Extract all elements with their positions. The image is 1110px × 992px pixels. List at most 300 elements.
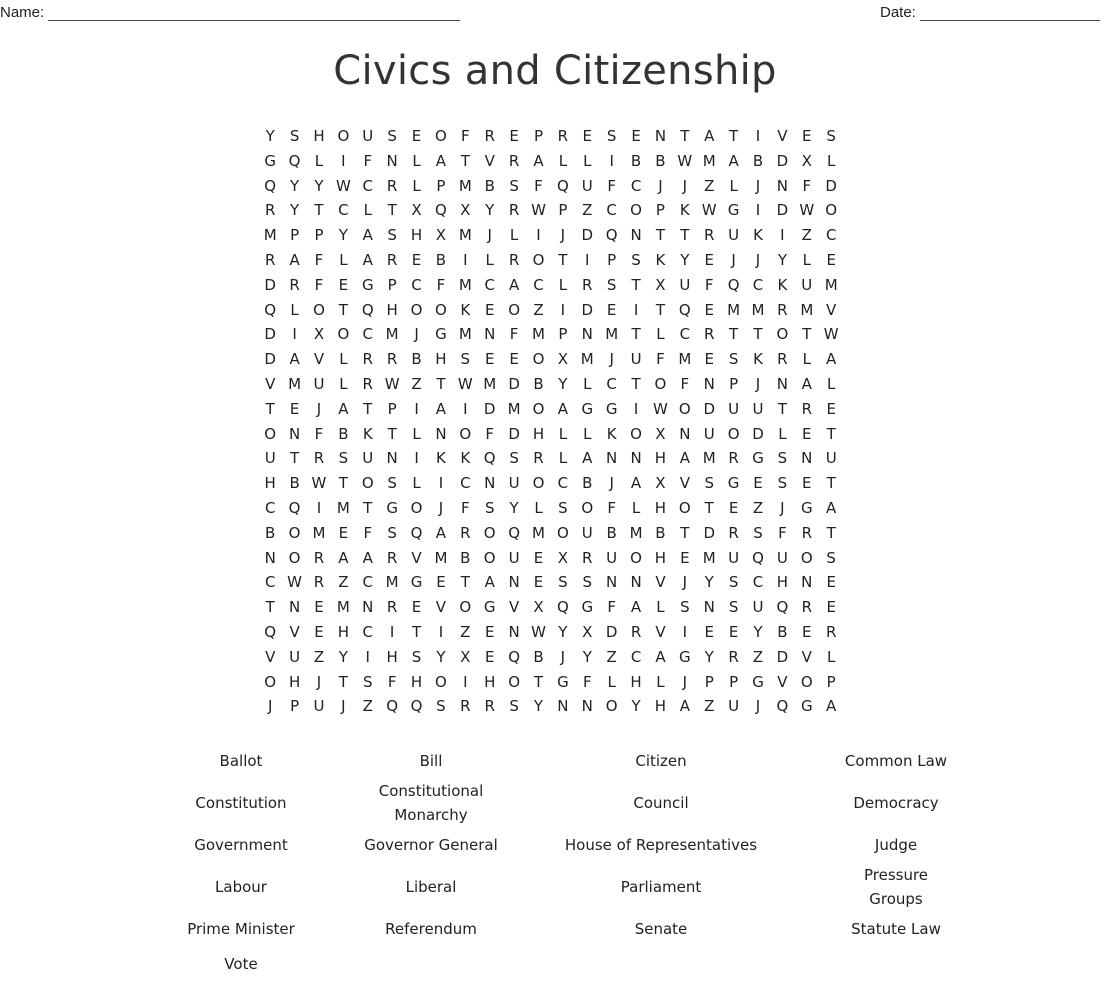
grid-cell[interactable]: M xyxy=(532,325,545,344)
grid-cell[interactable]: I xyxy=(438,622,444,641)
grid-cell[interactable]: H xyxy=(630,672,642,691)
grid-cell[interactable]: F xyxy=(582,672,592,691)
grid-cell[interactable]: U xyxy=(508,474,520,493)
grid-cell[interactable]: I xyxy=(609,151,614,170)
grid-cell[interactable]: J xyxy=(560,226,566,245)
grid-cell[interactable]: K xyxy=(436,449,446,468)
grid-cell[interactable]: R xyxy=(362,350,373,369)
grid-cell[interactable]: B xyxy=(435,250,447,269)
grid-cell[interactable]: M xyxy=(580,350,594,369)
grid-cell[interactable]: B xyxy=(411,350,422,369)
grid-cell[interactable]: M xyxy=(702,449,716,468)
grid-cell[interactable]: G xyxy=(581,598,594,617)
grid-cell[interactable]: U xyxy=(728,399,740,418)
grid-cell[interactable]: A xyxy=(704,127,715,145)
grid-cell[interactable]: L xyxy=(412,424,421,443)
grid-cell[interactable]: T xyxy=(387,424,397,443)
grid-cell[interactable]: R xyxy=(313,573,325,592)
grid-cell[interactable]: H xyxy=(484,672,496,691)
grid-cell[interactable]: C xyxy=(606,374,617,393)
grid-cell[interactable]: F xyxy=(314,250,324,269)
grid-cell[interactable]: L xyxy=(290,300,299,319)
grid-cell[interactable]: O xyxy=(313,300,325,319)
grid-cell[interactable]: E xyxy=(484,622,495,641)
grid-cell[interactable]: K xyxy=(655,250,666,269)
grid-cell[interactable]: V xyxy=(265,374,276,393)
grid-cell[interactable]: K xyxy=(753,226,763,245)
grid-cell[interactable]: A xyxy=(826,498,837,517)
grid-cell[interactable]: N xyxy=(264,548,276,567)
grid-cell[interactable]: E xyxy=(509,127,519,145)
grid-cell[interactable]: D xyxy=(581,300,594,319)
grid-cell[interactable]: B xyxy=(338,424,349,443)
grid-cell[interactable]: I xyxy=(633,300,639,319)
grid-cell[interactable]: R xyxy=(386,176,398,195)
grid-cell[interactable]: J xyxy=(609,350,614,369)
grid-cell[interactable]: M xyxy=(312,523,326,542)
grid-cell[interactable]: Q xyxy=(483,449,496,468)
grid-cell[interactable]: M xyxy=(458,226,472,245)
grid-cell[interactable]: T xyxy=(826,424,836,443)
grid-cell[interactable]: R xyxy=(582,275,593,294)
grid-cell[interactable]: U xyxy=(752,598,764,617)
grid-cell[interactable]: Z xyxy=(362,697,373,716)
grid-cell[interactable]: R xyxy=(386,250,398,269)
grid-cell[interactable]: E xyxy=(484,647,495,666)
grid-cell[interactable]: M xyxy=(605,325,619,344)
grid-cell[interactable]: M xyxy=(751,300,765,319)
grid-cell[interactable]: U xyxy=(776,548,788,567)
grid-cell[interactable]: S xyxy=(338,449,349,468)
grid-cell[interactable]: P xyxy=(558,325,568,344)
grid-cell[interactable]: Q xyxy=(264,176,277,195)
grid-cell[interactable]: U xyxy=(264,449,276,468)
grid-cell[interactable]: Y xyxy=(704,573,714,592)
grid-cell[interactable]: P xyxy=(533,127,544,145)
grid-cell[interactable]: B xyxy=(630,151,642,170)
grid-cell[interactable]: G xyxy=(435,325,447,344)
grid-cell[interactable]: W xyxy=(653,399,668,418)
grid-cell[interactable]: C xyxy=(752,573,764,592)
name-field[interactable] xyxy=(0,4,460,21)
grid-cell[interactable]: X xyxy=(460,201,471,220)
grid-cell[interactable]: Q xyxy=(386,697,399,716)
grid-cell[interactable]: R xyxy=(289,275,300,294)
grid-cell[interactable]: X xyxy=(655,474,666,493)
grid-cell[interactable]: T xyxy=(314,201,324,220)
grid-cell[interactable]: L xyxy=(558,275,568,294)
grid-cell[interactable]: K xyxy=(679,201,690,220)
grid-cell[interactable]: H xyxy=(337,622,349,641)
grid-cell[interactable]: V xyxy=(265,647,276,666)
grid-cell[interactable]: B xyxy=(533,647,544,666)
grid-cell[interactable]: T xyxy=(387,201,397,220)
grid-cell[interactable]: C xyxy=(557,474,569,493)
grid-cell[interactable]: I xyxy=(341,151,346,170)
grid-cell[interactable]: U xyxy=(728,697,740,716)
grid-cell[interactable]: S xyxy=(509,176,519,195)
grid-cell[interactable]: G xyxy=(483,598,496,617)
grid-cell[interactable]: L xyxy=(412,474,421,493)
grid-cell[interactable]: Z xyxy=(533,300,544,319)
grid-cell[interactable]: G xyxy=(679,647,691,666)
grid-cell[interactable]: O xyxy=(678,498,691,517)
grid-cell[interactable]: Y xyxy=(753,622,763,641)
grid-cell[interactable]: N xyxy=(288,598,301,617)
grid-cell[interactable]: N xyxy=(508,622,520,641)
grid-cell[interactable]: U xyxy=(581,176,593,195)
grid-cell[interactable]: M xyxy=(727,300,741,319)
grid-cell[interactable]: M xyxy=(385,325,399,344)
name-blank-line[interactable] xyxy=(48,6,460,21)
grid-cell[interactable]: E xyxy=(436,573,446,592)
grid-cell[interactable]: T xyxy=(338,300,348,319)
grid-cell[interactable]: P xyxy=(436,176,446,195)
grid-cell[interactable]: T xyxy=(631,374,641,393)
grid-cell[interactable]: R xyxy=(777,350,788,369)
grid-cell[interactable]: V xyxy=(313,350,325,369)
grid-cell[interactable]: Y xyxy=(436,647,446,666)
grid-cell[interactable]: E xyxy=(704,622,714,641)
grid-cell[interactable]: F xyxy=(363,151,373,170)
grid-cell[interactable]: V xyxy=(484,151,495,170)
grid-cell[interactable]: L xyxy=(802,350,811,369)
grid-cell[interactable]: T xyxy=(363,498,373,517)
grid-cell[interactable]: Z xyxy=(704,697,715,716)
grid-cell[interactable]: V xyxy=(655,622,666,641)
grid-cell[interactable]: C xyxy=(630,647,642,666)
grid-cell[interactable]: V xyxy=(411,548,422,567)
grid-cell[interactable]: J xyxy=(316,399,322,418)
grid-cell[interactable]: W xyxy=(531,622,546,641)
grid-cell[interactable]: H xyxy=(654,498,667,517)
grid-cell[interactable]: L xyxy=(656,325,665,344)
grid-cell[interactable]: F xyxy=(607,176,616,195)
grid-cell[interactable]: I xyxy=(755,201,761,220)
grid-cell[interactable]: R xyxy=(801,523,812,542)
grid-cell[interactable]: F xyxy=(680,374,690,393)
grid-cell[interactable]: E xyxy=(533,548,544,567)
grid-cell[interactable]: R xyxy=(460,697,471,716)
grid-cell[interactable]: N xyxy=(386,151,398,170)
grid-cell[interactable]: Y xyxy=(631,697,641,716)
grid-cell[interactable]: D xyxy=(508,424,520,443)
grid-cell[interactable]: G xyxy=(581,399,594,418)
grid-cell[interactable]: U xyxy=(362,449,374,468)
grid-cell[interactable]: G xyxy=(800,697,813,716)
grid-cell[interactable]: T xyxy=(411,622,422,641)
grid-cell[interactable]: H xyxy=(654,449,667,468)
grid-cell[interactable]: S xyxy=(460,350,471,369)
grid-cell[interactable]: O xyxy=(727,424,740,443)
grid-cell[interactable]: R xyxy=(825,622,837,641)
grid-cell[interactable]: R xyxy=(264,250,276,269)
grid-cell[interactable]: H xyxy=(410,226,423,245)
grid-cell[interactable]: C xyxy=(411,275,422,294)
grid-cell[interactable]: Y xyxy=(338,647,348,666)
grid-cell[interactable]: O xyxy=(410,498,423,517)
grid-cell[interactable]: P xyxy=(290,226,300,245)
grid-cell[interactable]: M xyxy=(288,374,302,393)
grid-cell[interactable]: I xyxy=(536,226,541,245)
grid-cell[interactable]: Q xyxy=(556,598,569,617)
grid-cell[interactable]: H xyxy=(654,548,667,567)
grid-cell[interactable]: R xyxy=(484,127,495,145)
grid-cell[interactable]: A xyxy=(435,151,447,170)
grid-cell[interactable]: F xyxy=(509,325,519,344)
grid-cell[interactable]: I xyxy=(414,399,419,418)
grid-cell[interactable]: M xyxy=(458,176,472,195)
grid-cell[interactable]: O xyxy=(410,300,423,319)
grid-cell[interactable]: J xyxy=(487,226,492,245)
grid-cell[interactable]: B xyxy=(265,523,276,542)
grid-cell[interactable]: M xyxy=(434,548,448,567)
grid-cell[interactable]: M xyxy=(702,548,716,567)
grid-cell[interactable]: T xyxy=(826,523,836,542)
grid-cell[interactable]: A xyxy=(630,474,642,493)
grid-cell[interactable]: L xyxy=(363,201,372,220)
grid-cell[interactable]: A xyxy=(289,350,300,369)
grid-cell[interactable]: Z xyxy=(582,201,593,220)
grid-cell[interactable]: S xyxy=(826,127,836,145)
grid-cell[interactable]: H xyxy=(435,350,447,369)
grid-cell[interactable]: T xyxy=(631,275,641,294)
grid-cell[interactable]: L xyxy=(827,647,836,666)
grid-cell[interactable]: H xyxy=(410,672,423,691)
grid-cell[interactable]: G xyxy=(727,474,740,493)
grid-cell[interactable]: E xyxy=(753,474,763,493)
grid-cell[interactable]: W xyxy=(701,201,717,220)
grid-cell[interactable]: F xyxy=(387,672,397,691)
grid-cell[interactable]: S xyxy=(753,523,763,542)
grid-cell[interactable]: R xyxy=(508,201,520,220)
grid-cell[interactable]: L xyxy=(558,424,568,443)
grid-cell[interactable]: W xyxy=(799,201,815,220)
grid-cell[interactable]: T xyxy=(802,325,812,344)
grid-cell[interactable]: F xyxy=(534,176,543,195)
grid-cell[interactable]: D xyxy=(703,399,715,418)
grid-cell[interactable]: D xyxy=(776,201,789,220)
grid-cell[interactable]: J xyxy=(780,498,785,517)
grid-cell[interactable]: J xyxy=(341,697,346,716)
grid-cell[interactable]: D xyxy=(508,374,520,393)
grid-cell[interactable]: R xyxy=(704,325,715,344)
grid-cell[interactable]: H xyxy=(386,647,398,666)
grid-cell[interactable]: A xyxy=(728,151,739,170)
grid-cell[interactable]: D xyxy=(776,647,789,666)
grid-cell[interactable]: O xyxy=(435,672,447,691)
grid-cell[interactable]: O xyxy=(630,424,642,443)
grid-cell[interactable]: Z xyxy=(704,176,715,195)
grid-cell[interactable]: L xyxy=(509,226,519,245)
grid-cell[interactable]: Z xyxy=(460,622,471,641)
grid-cell[interactable]: L xyxy=(802,250,811,269)
grid-cell[interactable]: T xyxy=(826,474,836,493)
grid-cell[interactable]: H xyxy=(532,424,545,443)
grid-cell[interactable]: M xyxy=(532,523,545,542)
grid-cell[interactable]: S xyxy=(777,474,788,493)
grid-cell[interactable]: B xyxy=(777,622,788,641)
grid-cell[interactable]: Z xyxy=(338,573,349,592)
grid-cell[interactable]: N xyxy=(435,424,447,443)
grid-cell[interactable]: L xyxy=(339,374,348,393)
grid-cell[interactable]: O xyxy=(459,424,472,443)
grid-cell[interactable]: L xyxy=(339,250,348,269)
grid-cell[interactable]: N xyxy=(679,424,691,443)
grid-cell[interactable]: A xyxy=(338,399,349,418)
grid-cell[interactable]: Q xyxy=(776,697,789,716)
grid-cell[interactable]: O xyxy=(337,325,350,344)
grid-cell[interactable]: O xyxy=(288,523,301,542)
grid-cell[interactable]: C xyxy=(264,498,276,517)
grid-cell[interactable]: N xyxy=(703,598,715,617)
grid-cell[interactable]: T xyxy=(460,151,470,170)
grid-cell[interactable]: S xyxy=(436,697,446,716)
grid-cell[interactable]: B xyxy=(606,523,617,542)
grid-cell[interactable]: N xyxy=(630,573,642,592)
grid-cell[interactable]: O xyxy=(435,300,447,319)
grid-cell[interactable]: Y xyxy=(290,176,300,195)
grid-cell[interactable]: A xyxy=(484,573,495,592)
grid-cell[interactable]: E xyxy=(704,300,714,319)
grid-cell[interactable]: U xyxy=(313,697,325,716)
grid-cell[interactable]: O xyxy=(800,672,813,691)
grid-cell[interactable]: Z xyxy=(752,498,764,517)
grid-cell[interactable]: C xyxy=(606,201,617,220)
grid-cell[interactable]: S xyxy=(680,598,690,617)
grid-cell[interactable]: L xyxy=(558,151,568,170)
grid-cell[interactable]: L xyxy=(412,176,421,195)
grid-cell[interactable]: E xyxy=(289,399,300,418)
grid-cell[interactable]: O xyxy=(483,523,496,542)
grid-cell[interactable]: X xyxy=(460,647,471,666)
grid-cell[interactable]: K xyxy=(777,275,788,294)
grid-cell[interactable]: A xyxy=(630,598,642,617)
grid-cell[interactable]: R xyxy=(386,548,398,567)
grid-cell[interactable]: N xyxy=(654,127,667,145)
grid-cell[interactable]: E xyxy=(411,250,422,269)
grid-cell[interactable]: S xyxy=(509,449,519,468)
grid-cell[interactable]: Q xyxy=(410,523,423,542)
grid-cell[interactable]: R xyxy=(508,250,520,269)
grid-cell[interactable]: D xyxy=(483,399,496,418)
grid-cell[interactable]: X xyxy=(557,350,569,369)
grid-cell[interactable]: R xyxy=(386,350,398,369)
grid-cell[interactable]: Q xyxy=(727,275,740,294)
grid-cell[interactable]: F xyxy=(436,275,446,294)
grid-cell[interactable]: O xyxy=(532,474,545,493)
grid-cell[interactable]: E xyxy=(680,548,690,567)
grid-cell[interactable]: T xyxy=(265,598,275,617)
grid-cell[interactable]: L xyxy=(827,151,836,170)
grid-cell[interactable]: P xyxy=(704,672,714,691)
grid-cell[interactable]: N xyxy=(581,325,593,344)
grid-cell[interactable]: A xyxy=(655,647,666,666)
grid-cell[interactable]: K xyxy=(362,424,373,443)
grid-cell[interactable]: T xyxy=(729,127,739,145)
grid-cell[interactable]: J xyxy=(267,697,273,716)
grid-cell[interactable]: R xyxy=(728,647,739,666)
grid-cell[interactable]: P xyxy=(558,201,568,220)
grid-cell[interactable]: I xyxy=(389,622,395,641)
grid-cell[interactable]: F xyxy=(607,498,616,517)
grid-cell[interactable]: D xyxy=(264,275,276,294)
grid-cell[interactable]: R xyxy=(362,374,373,393)
grid-cell[interactable]: A xyxy=(362,226,373,245)
grid-cell[interactable]: B xyxy=(460,548,471,567)
grid-cell[interactable]: M xyxy=(629,523,643,542)
grid-cell[interactable]: Z xyxy=(752,647,764,666)
grid-cell[interactable]: G xyxy=(752,672,764,691)
grid-cell[interactable]: T xyxy=(436,374,446,393)
grid-cell[interactable]: R xyxy=(484,697,495,716)
grid-cell[interactable]: U xyxy=(825,449,837,468)
grid-cell[interactable]: M xyxy=(800,300,814,319)
grid-cell[interactable]: N xyxy=(386,449,398,468)
grid-cell[interactable]: T xyxy=(680,226,690,245)
grid-cell[interactable]: L xyxy=(656,598,665,617)
grid-cell[interactable]: E xyxy=(728,498,739,517)
grid-cell[interactable]: O xyxy=(532,250,545,269)
grid-cell[interactable]: F xyxy=(778,523,787,542)
grid-cell[interactable]: F xyxy=(363,523,373,542)
grid-cell[interactable]: I xyxy=(463,250,468,269)
grid-cell[interactable]: D xyxy=(581,226,594,245)
grid-cell[interactable]: E xyxy=(484,300,495,319)
grid-cell[interactable]: E xyxy=(826,573,836,592)
grid-cell[interactable]: Q xyxy=(556,176,569,195)
grid-cell[interactable]: Q xyxy=(508,523,520,542)
grid-cell[interactable]: R xyxy=(386,598,398,617)
date-blank-line[interactable] xyxy=(920,6,1100,21)
grid-cell[interactable]: D xyxy=(264,350,276,369)
grid-cell[interactable]: M xyxy=(336,498,350,517)
grid-cell[interactable]: B xyxy=(289,474,300,493)
grid-cell[interactable]: V xyxy=(777,127,788,145)
grid-cell[interactable]: J xyxy=(682,573,688,592)
grid-cell[interactable]: N xyxy=(557,697,569,716)
grid-cell[interactable]: R xyxy=(728,523,739,542)
grid-cell[interactable]: J xyxy=(609,474,614,493)
grid-cell[interactable]: Z xyxy=(801,226,812,245)
grid-cell[interactable]: O xyxy=(508,672,520,691)
grid-cell[interactable]: U xyxy=(362,127,374,145)
grid-cell[interactable]: F xyxy=(802,176,812,195)
grid-cell[interactable]: F xyxy=(485,424,495,443)
grid-cell[interactable]: A xyxy=(533,151,544,170)
grid-cell[interactable]: G xyxy=(752,449,764,468)
grid-cell[interactable]: H xyxy=(654,697,667,716)
grid-cell[interactable]: S xyxy=(728,598,739,617)
grid-cell[interactable]: L xyxy=(339,350,348,369)
grid-cell[interactable]: E xyxy=(802,424,812,443)
grid-cell[interactable]: Y xyxy=(704,647,714,666)
grid-cell[interactable]: J xyxy=(316,672,322,691)
grid-cell[interactable]: F xyxy=(461,498,470,517)
grid-cell[interactable]: J xyxy=(755,176,761,195)
grid-cell[interactable]: I xyxy=(463,672,468,691)
grid-cell[interactable]: I xyxy=(316,498,322,517)
grid-cell[interactable]: O xyxy=(264,672,277,691)
grid-cell[interactable]: E xyxy=(338,275,349,294)
grid-cell[interactable]: I xyxy=(463,399,468,418)
grid-cell[interactable]: E xyxy=(704,250,714,269)
grid-cell[interactable]: D xyxy=(752,424,764,443)
grid-cell[interactable]: O xyxy=(532,350,545,369)
grid-cell[interactable]: X xyxy=(655,424,666,443)
grid-cell[interactable]: X xyxy=(557,548,569,567)
grid-cell[interactable]: A xyxy=(435,523,447,542)
